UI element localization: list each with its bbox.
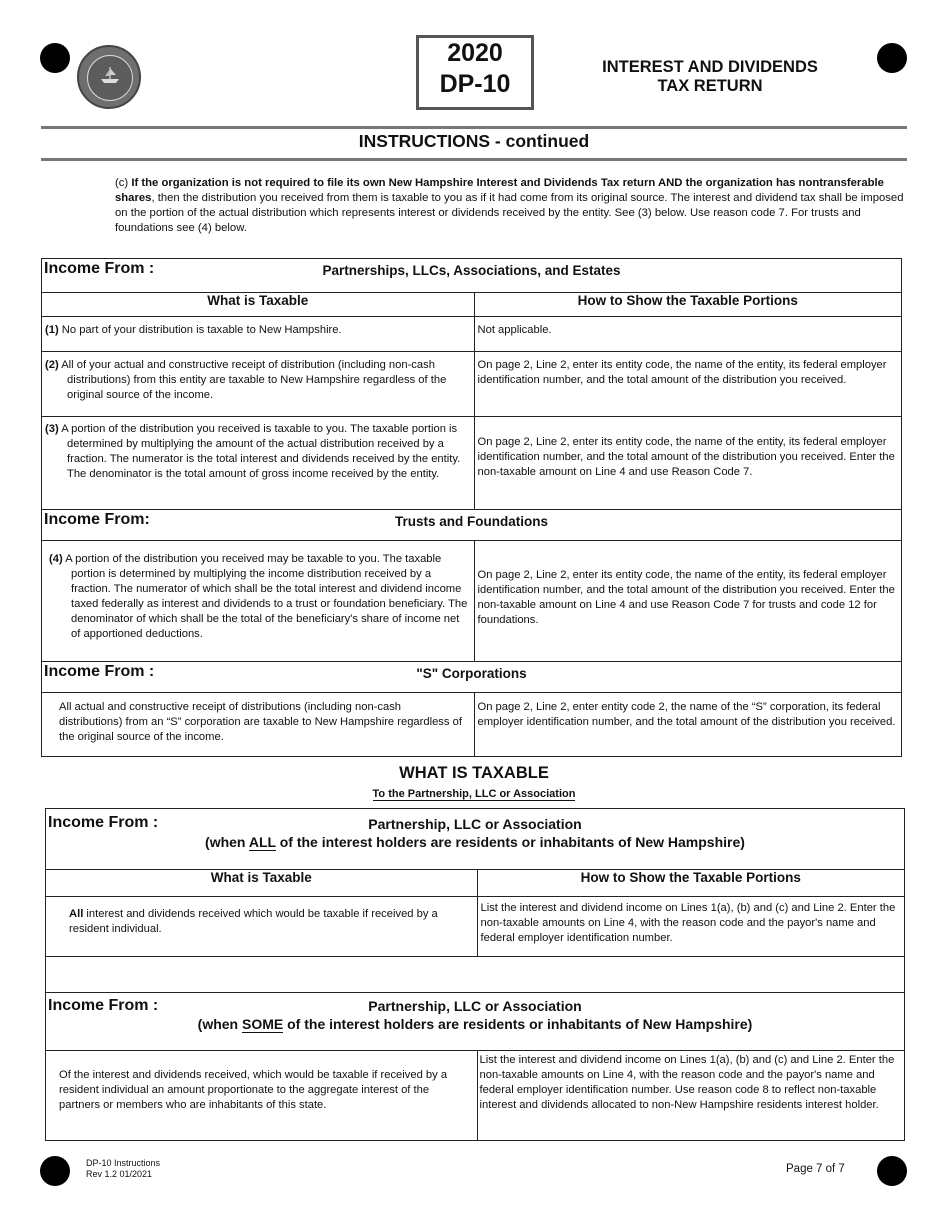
table-row: All actual and constructive receipt of distributions (including non-cash distributions) from an “S” corporation are taxable to New Hampshire regardless of the original source of the income. On page 2, Line 2, enter entity code 2, the name of the “S” corporation, its federal employer identification number, and the total amount of the distribution you received. xyxy=(42,693,902,757)
intro-paragraph: (c) If the organization is not required to file its own New Hampshire Interest and Dividends Tax return AND the organization has nontransferable shares, then the distribution you received from them is taxable to you as if it had come from its original source. The interest and dividend tax shall be imposed on the portion of the actual distribution which represents interest or dividends received by the entity. See (3) below. Use reason code 7. For trusts and foundations see (4) below. xyxy=(115,177,904,234)
registration-mark-top-right xyxy=(877,43,907,73)
income-from-header: Income From : "S" Corporations xyxy=(42,662,902,693)
footer-doc-info: DP-10 Instructions Rev 1.2 01/2021 xyxy=(86,1158,161,1179)
section-s-corporations: "S" Corporations xyxy=(416,666,527,681)
income-from-header: Income From : Partnership, LLC or Association (when SOME of the interest holders are residents or inhabitants of New Hampshire) xyxy=(46,993,905,1051)
section-partnerships: Partnerships, LLCs, Associations, and Estates xyxy=(322,263,621,278)
spacer-row xyxy=(46,957,905,993)
page-number: Page 7 of 7 xyxy=(786,1163,845,1175)
tax-year: 2020 xyxy=(447,39,503,67)
all-residents-condition: (when ALL of the interest holders are residents or inhabitants of New Hampshire) xyxy=(205,834,745,850)
partnership-table xyxy=(45,808,905,1141)
table-row: (1) No part of your distribution is taxable to New Hampshire. Not applicable. xyxy=(42,317,902,352)
section-rule xyxy=(41,158,907,161)
entity-title: Partnership, LLC or Association xyxy=(368,998,582,1014)
income-from-header: Income From : Partnership, LLC or Association (when ALL of the interest holders are residents or inhabitants of New Hampshire) xyxy=(46,809,905,870)
distribution-table xyxy=(41,258,902,757)
col-how-to-show: How to Show the Taxable Portions xyxy=(474,293,901,317)
col-what-is-taxable: What is Taxable xyxy=(46,870,478,897)
registration-mark-bottom-left xyxy=(40,1156,70,1186)
what-is-taxable-subtitle: To the Partnership, LLC or Association xyxy=(372,788,576,800)
form-code: DP-10 xyxy=(439,70,511,98)
table-row: (2) All of your actual and constructive receipt of distribution (including non-cash distributions) from this entity are taxable to New Hampshire regardless of the original source of the income. On page 2, Line 2, enter its entity code, the name of the entity, its federal employer identification number, and the total amount of the distribution you received. xyxy=(42,352,902,417)
section-title: INSTRUCTIONS - continued xyxy=(358,131,590,151)
form-id-box xyxy=(416,35,534,110)
state-seal-icon xyxy=(77,45,141,109)
what-is-taxable-title: WHAT IS TAXABLE xyxy=(399,764,549,782)
col-how-to-show: How to Show the Taxable Portions xyxy=(477,870,905,897)
some-residents-condition: (when SOME of the interest holders are residents or inhabitants of New Hampshire) xyxy=(197,1016,753,1032)
table-row: (4) A portion of the distribution you received may be taxable to you. The taxable portion is determined by multiplying the income distribution received by a fraction. The numerator of which shall be the total interest and dividend income taxed federally as interest and dividends to a trust or foundation beneficiary. The denominator of which shall be the total of the beneficiary's share of income net of apportioned deductions. On page 2, Line 2, enter its entity code, the name of the entity, its federal employer identification number, and the total amount of the distribution you received. Enter the non-taxable amount on Line 4 and use Reason Code 7 for trusts and code 12 for foundations. xyxy=(42,541,902,662)
table-row: (3) A portion of the distribution you received is taxable to you. The taxable portion is determined by multiplying the amount of the actual distribution received by a fraction. The numerator is the total interest and dividends received by the entity. The denominator is the total amount of gross income received by the entity. On page 2, Line 2, enter its entity code, the name of the entity, its federal employer identification number, and the total amount of the distribution you received. Enter the non-taxable amount on Line 4 and use Reason Code 7. xyxy=(42,417,902,510)
income-from-header: Income From : Partnerships, LLCs, Associations, and Estates xyxy=(42,259,902,293)
form-title: INTEREST AND DIVIDENDS TAX RETURN xyxy=(602,58,818,95)
col-what-is-taxable: What is Taxable xyxy=(42,293,475,317)
table-row: Of the interest and dividends received, which would be taxable if received by a resident individual an amount proportionate to the aggregate interest of the partners or members who are inhabitants of this state. List the interest and dividend income on Lines 1(a), (b) and (c) and Line 2. Enter the non-taxable amounts on Line 4, with the reason code and the payor's name and federal employer identification number. Use reason code 8 to reflect non-taxable interest and dividends allocated to non-New Hampshire residents interest holder. xyxy=(46,1051,905,1141)
entity-title: Partnership, LLC or Association xyxy=(368,816,582,832)
income-from-header: Income From: Trusts and Foundations xyxy=(42,510,902,541)
registration-mark-top-left xyxy=(40,43,70,73)
section-trusts: Trusts and Foundations xyxy=(394,514,548,529)
top-rule xyxy=(41,126,907,129)
table-row: All interest and dividends received which would be taxable if received by a resident individual. List the interest and dividend income on Lines 1(a), (b) and (c) and Line 2. Enter the non-taxable amounts on Line 4, with the reason code and the payor's name and federal employer identification number. xyxy=(46,897,905,957)
registration-mark-bottom-right xyxy=(877,1156,907,1186)
